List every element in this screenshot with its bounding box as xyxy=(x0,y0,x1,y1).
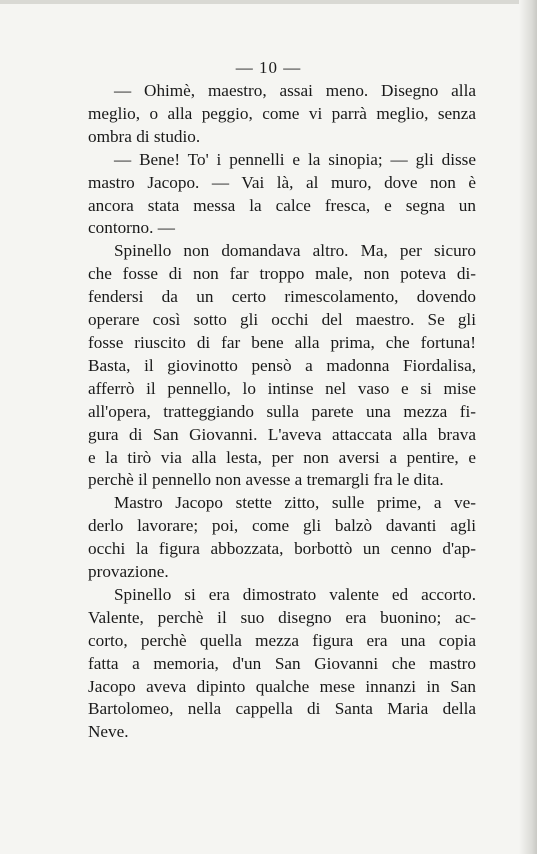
page-right-edge-shadow xyxy=(519,0,537,854)
text-line: Neve. xyxy=(88,722,129,742)
text-line: Spinello non domandava altro. Ma, per sicuro xyxy=(114,241,476,261)
text-line: corto, perchè quella mezza figura era una copia xyxy=(88,630,476,650)
text-line: afferrò il pennello, lo intinse nel vaso e si mise xyxy=(88,378,476,398)
text-line: contorno. — xyxy=(88,218,175,238)
text-line: derlo lavorare; poi, come gli balzò davanti agli xyxy=(88,516,476,536)
text-line: gura di San Giovanni. L'aveva attaccata alla brava xyxy=(88,424,476,444)
text-line: e la tirò via alla lesta, per non aversi a pentire, e xyxy=(88,447,476,467)
text-line: occhi la figura abbozzata, borbottò un cenno d'ap- xyxy=(88,539,476,559)
text-line: ombra di studio. xyxy=(88,126,201,146)
text-line: Spinello si era dimostrato valente ed accorto. xyxy=(114,584,476,604)
text-line: all'opera, tratteggiando sulla parete una mezza fi- xyxy=(88,401,476,421)
text-line: operare così sotto gli occhi del maestro. Se gli xyxy=(88,310,476,330)
text-line: Jacopo aveva dipinto qualche mese innanzi in San xyxy=(88,676,476,696)
text-line: Basta, il giovinotto pensò a madonna Fiordalisa, xyxy=(88,355,476,375)
text-line: Valente, perchè il suo disegno era buonino; ac- xyxy=(88,607,476,627)
text-line: — Bene! To' i pennelli e la sinopia; — gli disse xyxy=(114,149,476,169)
text-line: fatta a memoria, d'un San Giovanni che mastro xyxy=(88,653,476,673)
text-line: provazione. xyxy=(88,562,169,582)
text-line: che fosse di non far troppo male, non poteva di- xyxy=(88,264,476,284)
text-line: meglio, o alla peggio, come vi parrà meglio, senza xyxy=(88,103,476,123)
text-line: fendersi da un certo rimescolamento, dovendo xyxy=(88,287,476,307)
text-line: mastro Jacopo. — Vai là, al muro, dove non è xyxy=(88,172,476,192)
text-line: fosse riuscito di far bene alla prima, che fortuna! xyxy=(88,332,476,352)
text-line: ancora stata messa la calce fresca, e segna un xyxy=(88,195,476,215)
text-line: Mastro Jacopo stette zitto, sulle prime, a ve- xyxy=(114,493,476,513)
text-line: perchè il pennello non avesse a tremargli fra le dita. xyxy=(88,470,444,490)
body-text xyxy=(88,80,476,744)
text-line: Bartolomeo, nella cappella di Santa Maria della xyxy=(88,699,476,719)
page-number: — 10 — xyxy=(235,58,302,77)
page-top-edge xyxy=(0,0,537,4)
text-line: — Ohimè, maestro, assai meno. Disegno alla xyxy=(114,81,476,100)
